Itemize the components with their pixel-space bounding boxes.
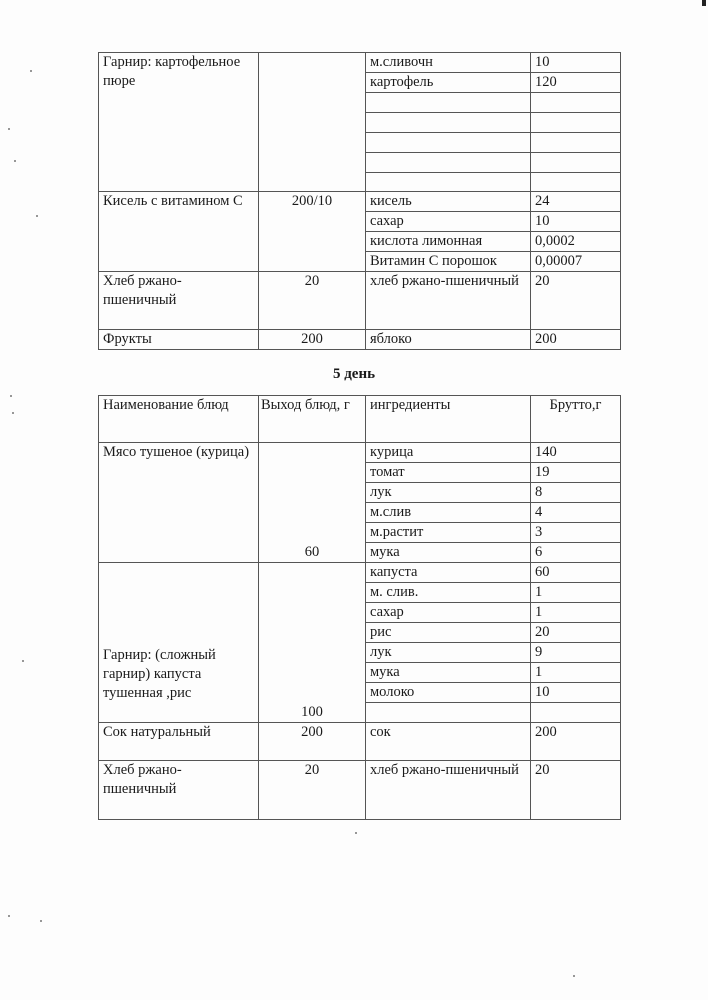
ingredient-name-cell xyxy=(366,93,531,113)
scan-speck xyxy=(40,920,42,922)
dish-name-cell: Кисель с витамином С xyxy=(99,192,259,272)
gross-weight-cell: 10 xyxy=(531,212,621,232)
gross-weight-cell: 4 xyxy=(531,503,621,523)
table-row xyxy=(99,761,621,820)
table-row xyxy=(99,53,621,73)
yield-cell: 200 xyxy=(259,330,366,350)
gross-weight-cell: 0,00007 xyxy=(531,252,621,272)
ingredient-name-cell: сок xyxy=(366,723,531,761)
dish-name-cell: Хлеб ржано-пшеничный xyxy=(99,761,259,820)
gross-weight-cell: 9 xyxy=(531,643,621,663)
header-dish: Наименование блюд xyxy=(99,396,259,443)
ingredient-name-cell: кислота лимонная xyxy=(366,232,531,252)
ingredient-name-cell: м. слив. xyxy=(366,583,531,603)
gross-weight-cell: 10 xyxy=(531,53,621,73)
dish-name-cell: Гарнир: (сложный гарнир) капуста тушенная ,рис xyxy=(99,563,259,723)
scan-speck xyxy=(573,975,575,977)
menu-table-previous-day xyxy=(98,52,621,350)
ingredient-name-cell: хлеб ржано-пшеничный xyxy=(366,761,531,820)
gross-weight-cell xyxy=(531,703,621,723)
scan-speck xyxy=(30,70,32,72)
ingredient-name-cell: томат xyxy=(366,463,531,483)
scan-speck xyxy=(355,832,357,834)
gross-weight-cell: 0,0002 xyxy=(531,232,621,252)
ingredient-name-cell: м.сливочн xyxy=(366,53,531,73)
table-header-row xyxy=(99,396,621,443)
dish-name-cell: Хлеб ржано-пшеничный xyxy=(99,272,259,330)
ingredient-name-cell: яблоко xyxy=(366,330,531,350)
header-yield: Выход блюд, г xyxy=(259,396,366,443)
ingredient-name-cell xyxy=(366,113,531,133)
dish-name-cell: Гарнир: картофельное пюре xyxy=(99,53,259,192)
scan-speck xyxy=(12,412,14,414)
ingredient-name-cell xyxy=(366,703,531,723)
header-gross: Брутто,г xyxy=(531,396,621,443)
yield-cell: 60 xyxy=(259,443,366,563)
gross-weight-cell: 24 xyxy=(531,192,621,212)
ingredient-name-cell: хлеб ржано-пшеничный xyxy=(366,272,531,330)
ingredient-name-cell: м.слив xyxy=(366,503,531,523)
section-title: 5 день xyxy=(332,366,376,382)
yield-cell: 20 xyxy=(259,272,366,330)
ingredient-name-cell: курица xyxy=(366,443,531,463)
ingredient-name-cell: рис xyxy=(366,623,531,643)
scan-speck xyxy=(14,160,16,162)
dish-name-cell: Фрукты xyxy=(99,330,259,350)
scan-speck xyxy=(22,660,24,662)
gross-weight-cell xyxy=(531,173,621,192)
table-row xyxy=(99,563,621,583)
ingredient-name-cell: мука xyxy=(366,543,531,563)
dish-name-cell: Сок натуральный xyxy=(99,723,259,761)
gross-weight-cell: 60 xyxy=(531,563,621,583)
gross-weight-cell: 140 xyxy=(531,443,621,463)
table-row xyxy=(99,272,621,330)
ingredient-name-cell xyxy=(366,173,531,192)
dish-name-cell: Мясо тушеное (курица) xyxy=(99,443,259,563)
ingredient-name-cell: кисель xyxy=(366,192,531,212)
gross-weight-cell xyxy=(531,153,621,173)
gross-weight-cell: 200 xyxy=(531,723,621,761)
ingredient-name-cell: сахар xyxy=(366,212,531,232)
gross-weight-cell: 19 xyxy=(531,463,621,483)
header-ingredients: ингредиенты xyxy=(366,396,531,443)
gross-weight-cell: 6 xyxy=(531,543,621,563)
yield-cell xyxy=(259,53,366,192)
gross-weight-cell: 20 xyxy=(531,623,621,643)
gross-weight-cell: 10 xyxy=(531,683,621,703)
table-row xyxy=(99,330,621,350)
gross-weight-cell: 200 xyxy=(531,330,621,350)
gross-weight-cell xyxy=(531,93,621,113)
ingredient-name-cell xyxy=(366,153,531,173)
table-row xyxy=(99,192,621,212)
gross-weight-cell: 20 xyxy=(531,761,621,820)
menu-table-day-5 xyxy=(98,395,621,820)
gross-weight-cell xyxy=(531,133,621,153)
gross-weight-cell: 3 xyxy=(531,523,621,543)
ingredient-name-cell: сахар xyxy=(366,603,531,623)
ingredient-name-cell xyxy=(366,133,531,153)
scan-speck xyxy=(8,128,10,130)
yield-cell: 20 xyxy=(259,761,366,820)
gross-weight-cell: 1 xyxy=(531,663,621,683)
ingredient-name-cell: капуста xyxy=(366,563,531,583)
ingredient-name-cell: мука xyxy=(366,663,531,683)
scan-speck xyxy=(10,395,12,397)
scan-speck xyxy=(8,915,10,917)
ingredient-name-cell: молоко xyxy=(366,683,531,703)
table-row xyxy=(99,723,621,761)
scan-speck xyxy=(36,215,38,217)
gross-weight-cell: 8 xyxy=(531,483,621,503)
gross-weight-cell: 120 xyxy=(531,73,621,93)
scan-mark xyxy=(702,0,706,6)
yield-cell: 100 xyxy=(259,563,366,723)
ingredient-name-cell: лук xyxy=(366,483,531,503)
gross-weight-cell: 1 xyxy=(531,603,621,623)
gross-weight-cell xyxy=(531,113,621,133)
gross-weight-cell: 20 xyxy=(531,272,621,330)
yield-cell: 200 xyxy=(259,723,366,761)
ingredient-name-cell: м.растит xyxy=(366,523,531,543)
gross-weight-cell: 1 xyxy=(531,583,621,603)
ingredient-name-cell: Витамин С порошок xyxy=(366,252,531,272)
ingredient-name-cell: лук xyxy=(366,643,531,663)
table-row xyxy=(99,443,621,463)
yield-cell: 200/10 xyxy=(259,192,366,272)
ingredient-name-cell: картофель xyxy=(366,73,531,93)
